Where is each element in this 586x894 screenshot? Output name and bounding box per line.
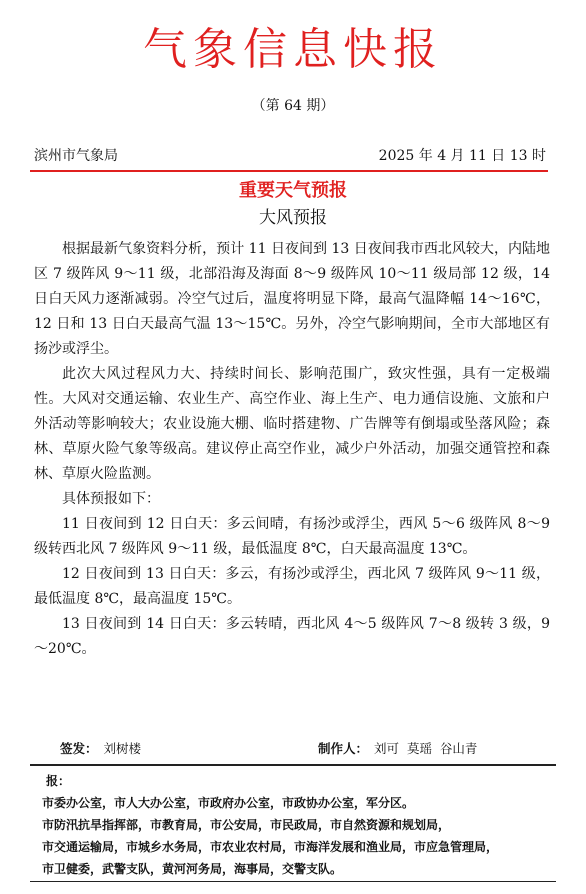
red-divider	[30, 170, 548, 172]
paragraph-forecast-day3: 13 日夜间到 14 日白天：多云转晴，西北风 4～5 级阵风 7～8 级转 3 级，9～20℃。	[34, 616, 550, 657]
info-row	[34, 145, 546, 167]
paragraph-forecast-intro: 具体预报如下：	[62, 491, 160, 507]
bottom-divider	[30, 881, 556, 882]
distribution-label: 报：	[46, 774, 71, 788]
maker	[318, 738, 477, 760]
masthead-title: 气象信息快报	[143, 24, 443, 75]
distribution-line: 市防汛抗旱指挥部，市教育局，市公安局，市民政局，市自然资源和规划局，	[42, 818, 451, 832]
subhead: 大风预报	[259, 208, 327, 228]
signoff-row	[34, 738, 550, 760]
report-body	[34, 237, 550, 662]
maker-names: 刘可 莫瑶 谷山青	[374, 741, 478, 756]
paragraph-forecast-day2: 12 日夜间到 13 日白天：多云，有扬沙或浮尘，西北风 7 级阵风 9～11 级，最低温度 8℃，最高温度 15℃。	[34, 566, 550, 607]
distribution-divider	[30, 764, 556, 766]
issue-datetime: 2025 年 4 月 11 日 13 时	[378, 148, 546, 164]
signer-name: 刘树楼	[103, 741, 142, 756]
signer	[60, 738, 141, 760]
maker-label: 制作人：	[318, 741, 369, 756]
distribution-list	[42, 770, 562, 880]
distribution-line: 市卫健委，武警支队，黄河河务局，海事局，交警支队。	[42, 862, 343, 876]
paragraph-summary: 根据最新气象资料分析，预计 11 日夜间到 13 日夜间我市西北风较大，内陆地区 7 级阵风 9～11 级，北部沿海及海面 8～9 级阵风 10～11 级局部 12 级，14 日白天风力逐渐减弱。冷空气过后，温度将明显下降，最高气温降幅 14～16℃，12 日和 13 日白天最高气温 13～15℃。另外，冷空气影响期间，全市大部地区有扬沙或浮尘。	[34, 241, 550, 357]
distribution-line: 市交通运输局，市城乡水务局，市农业农村局，市海洋发展和渔业局，市应急管理局，	[42, 840, 499, 854]
paragraph-forecast-day1: 11 日夜间到 12 日白天：多云间晴，有扬沙或浮尘，西风 5～6 级阵风 8～9 级转西北风 7 级阵风 9～11 级，最低温度 8℃，白天最高温度 13℃。	[34, 516, 550, 557]
issuer: 滨州市气象局	[34, 148, 118, 164]
paragraph-impact: 此次大风过程风力大、持续时间长、影响范围广，致灾性强，具有一定极端性。大风对交通运输、农业生产、高空作业、海上生产、电力通信设施、文旅和户外活动等影响较大；农业设施大棚、临时搭建物、广告牌等有倒塌或坠落风险；森林、草原火险气象等级高。建议停止高空作业，减少户外活动，加强交通管控和森林、草原火险监测。	[34, 366, 550, 482]
distribution-line: 市委办公室，市人大办公室，市政府办公室，市政协办公室，军分区。	[42, 796, 415, 810]
signer-label: 签发：	[60, 741, 98, 756]
headline: 重要天气预报	[239, 180, 347, 201]
issue-number: （第 64 期）	[251, 98, 335, 114]
